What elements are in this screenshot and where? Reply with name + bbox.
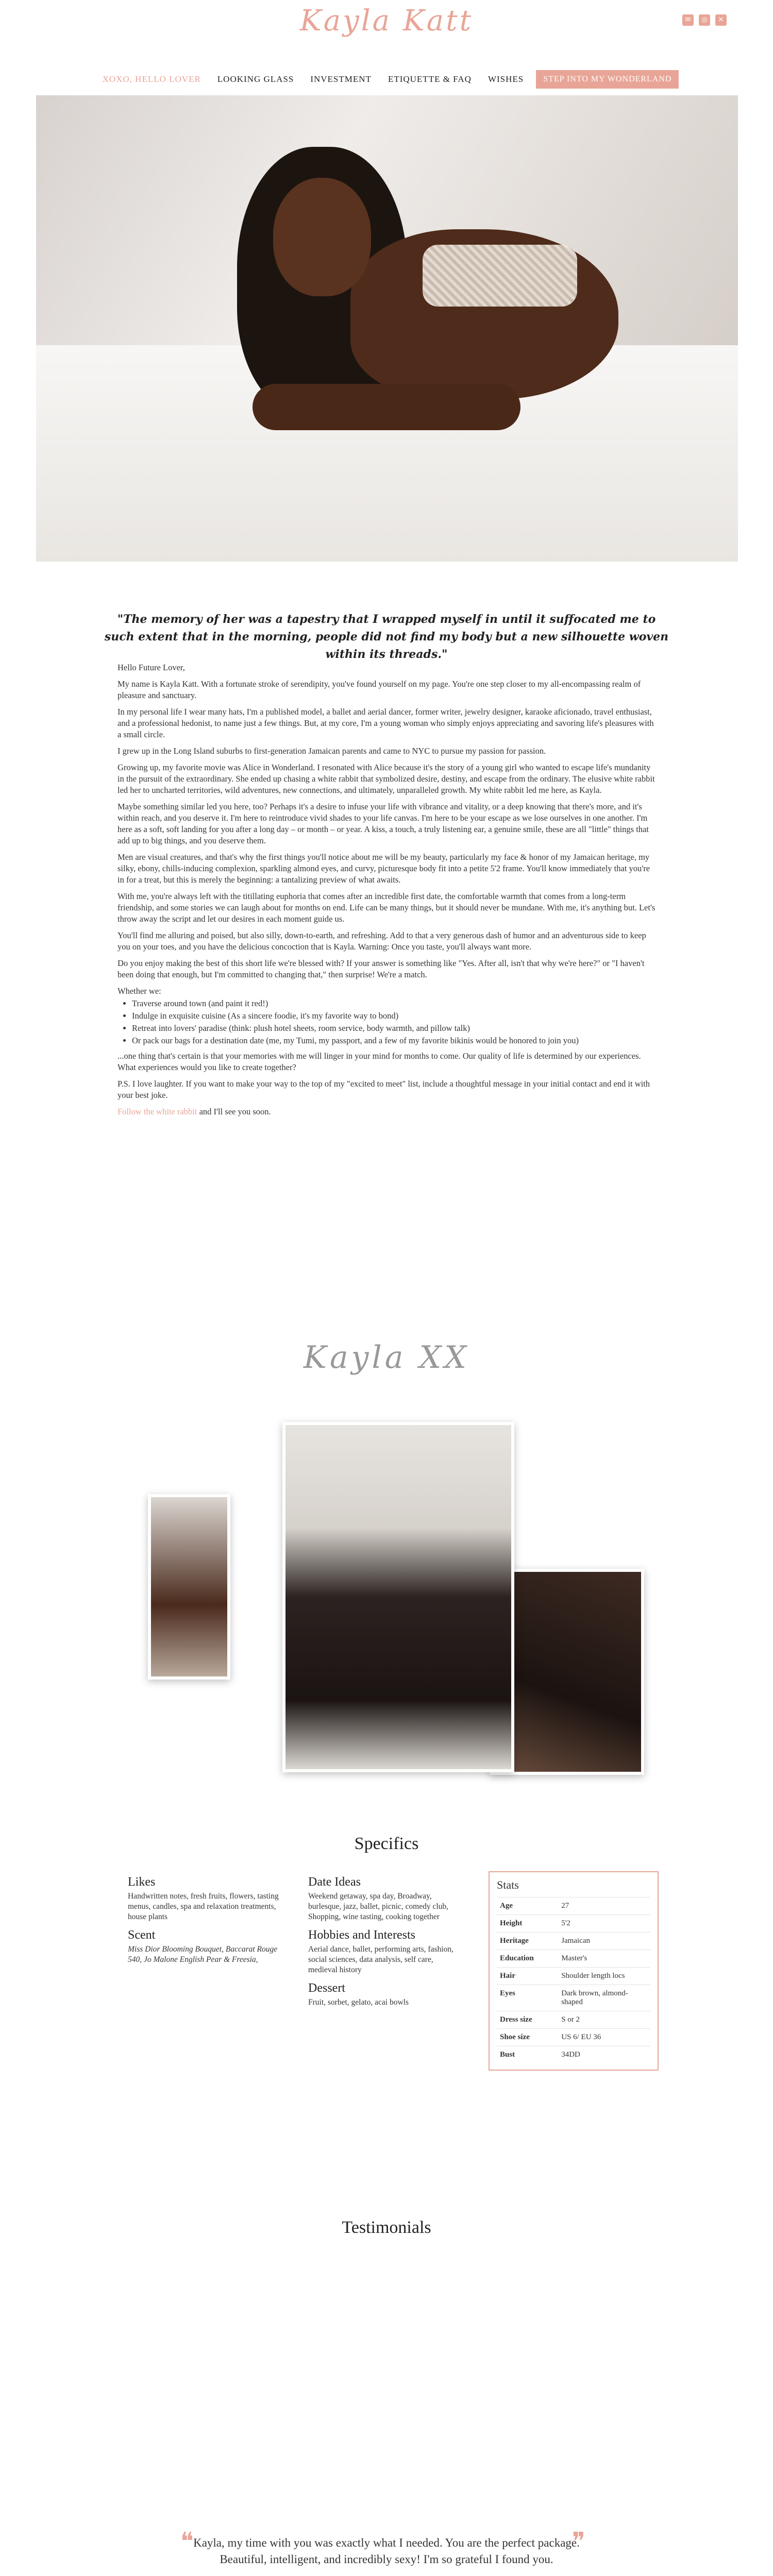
likes-text: Handwritten notes, fresh fruits, flowers, tasting menus, candles, spa and relaxation treatments, house plants <box>128 1892 279 1921</box>
hero-lace <box>423 245 577 307</box>
nav-item-hello-lover[interactable]: XOXO, HELLO LOVER <box>102 74 201 84</box>
stat-value: Master's <box>558 1950 650 1968</box>
stat-key: Dress size <box>497 2011 558 2029</box>
list-item: • Traverse around town (and paint it red!) <box>132 998 659 1009</box>
nav-item-investment[interactable]: INVESTMENT <box>310 74 372 84</box>
stat-value: US 6/ EU 36 <box>558 2029 650 2046</box>
email-icon[interactable]: ✉ <box>682 14 694 26</box>
activity-list <box>132 998 659 1046</box>
table-row <box>497 2029 650 2046</box>
follow-line <box>117 1106 659 1117</box>
stat-key: Shoe size <box>497 2029 558 2046</box>
table-row <box>497 1968 650 1985</box>
date-ideas-text: Weekend getaway, spa day, Broadway, burlesque, jazz, ballet, picnic, comedy club, Shopping, wine tasting, cooking together <box>308 1892 449 1921</box>
table-row <box>497 2046 650 2064</box>
follow-suffix: and I'll see you soon. <box>197 1107 271 1116</box>
follow-rabbit-link[interactable]: Follow the white rabbit <box>117 1107 197 1116</box>
letter-paragraph: P.S. I love laughter. If you want to make your way to the top of my "excited to meet" list, include a thoughtful message in your initial contact and end it with your best joke. <box>117 1079 650 1100</box>
header-social <box>682 14 727 26</box>
dessert-label: Dessert <box>308 1981 345 1995</box>
gallery-photo-center <box>282 1422 514 1772</box>
site-logo[interactable]: Kayla Katt <box>299 4 474 38</box>
table-row <box>497 1985 650 2011</box>
x-twitter-icon[interactable]: ✕ <box>715 14 727 26</box>
stat-value: 34DD <box>558 2046 650 2064</box>
scent-label: Scent <box>128 1928 156 1942</box>
table-row <box>497 1915 650 1933</box>
table-row <box>497 1897 650 1915</box>
likes-label: Likes <box>128 1875 156 1889</box>
hero-model <box>237 116 629 487</box>
stat-value: Shoulder length locs <box>558 1968 650 1985</box>
list-item: • Or pack our bags for a destination date (me, my Tumi, my passport, and a few of my favorite bikinis would be honored to join you) <box>132 1035 659 1046</box>
stat-value: Dark brown, almond-shaped <box>558 1985 650 2011</box>
letter-paragraph: In my personal life I wear many hats, I'm a published model, a ballet and aerial dancer, former writer, jewelry designer, karaoke aficionado, travel enthusiast, and a professional hedonist, to name just a few things. But, at my core, I'm a young woman who simply enjoys appreciating and savoring life's pleasures with a small circle. <box>117 707 654 739</box>
signature: Kayla XX <box>304 1340 469 1376</box>
list-item: • Indulge in exquisite cuisine (As a sincere foodie, it's my favorite way to bond) <box>132 1010 659 1022</box>
list-item: • Retreat into lovers' paradise (think: plush hotel sheets, room service, body warmth, and pillow talk) <box>132 1023 659 1034</box>
hobbies-label: Hobbies and Interests <box>308 1928 415 1942</box>
testimonial-quote: Kayla, my time with you was exactly what I needed. You are the perfect package. Beautiful, intelligent, and incredibly sexy! I'm so grateful I found you. <box>193 2536 580 2566</box>
instagram-icon[interactable]: ◎ <box>699 14 710 26</box>
table-row <box>497 1950 650 1968</box>
stats-card <box>489 1871 659 2071</box>
nav-item-wishes[interactable]: WISHES <box>488 74 524 84</box>
letter-paragraph: My name is Kayla Katt. With a fortunate stroke of serendipity, you've found yourself on my page. You're one step closer to my all-encompassing realm of pleasure and sanctuary. <box>117 679 641 700</box>
hero-photo <box>36 95 738 562</box>
stat-key: Hair <box>497 1968 558 1985</box>
intro-letter <box>117 662 659 1123</box>
table-row <box>497 1933 650 1950</box>
scent-text: Miss Dior Blooming Bouquet, Baccarat Rouge 540, Jo Malone English Pear & Freesia, <box>128 1945 278 1964</box>
letter-paragraph: Do you enjoy making the best of this short life we're blessed with? If your answer is something like "Yes. After all, isn't that why we're here?" or "I haven't been doing that enough, but I'm committed to changing that," then surprise! We're a match. <box>117 958 645 979</box>
stat-key: Age <box>497 1897 558 1915</box>
letter-paragraph: Hello Future Lover, <box>117 663 185 672</box>
stat-value: 5'2 <box>558 1915 650 1933</box>
dessert-text: Fruit, sorbet, gelato, acai bowls <box>308 1998 409 2007</box>
nav-item-looking-glass[interactable]: LOOKING GLASS <box>217 74 294 84</box>
letter-paragraph: ...one thing that's certain is that your memories with me will linger in your mind for months to come. Our quality of life is determined by our experiences. What experiences would you like to create together? <box>117 1051 641 1072</box>
hobbies-text: Aerial dance, ballet, performing arts, fashion, social sciences, data analysis, self care, medieval history <box>308 1945 453 1974</box>
stat-key: Eyes <box>497 1985 558 2011</box>
letter-paragraph: Men are visual creatures, and that's why the first things you'll notice about me will be my beauty, particularly my face & honor of my Jamaican heritage, my silky, ebony, chills-inducing complexion, sparkling almond eyes, and curvy, picturesque body fit into a petite 5'2 frame. You'll know immediately that you're in for a treat, but this is merely the beginning: a tantalizing preview of what awaits. <box>117 852 650 885</box>
specifics-col-2 <box>308 1875 463 2014</box>
stat-key: Education <box>497 1950 558 1968</box>
hero-face <box>273 178 371 296</box>
letter-paragraph: You'll find me alluring and poised, but also silly, down-to-earth, and refreshing. Add to that a very generous dash of humor and an adventurous side to keep you on your toes, and you have the delicious concoction that is Kayla. Warning: Once you taste, you'll always want more. <box>117 930 646 952</box>
quote-open-icon: ❝ <box>180 2527 194 2556</box>
stat-key: Heritage <box>497 1933 558 1950</box>
stat-key: Bust <box>497 2046 558 2064</box>
specifics-section <box>128 1875 659 2164</box>
stats-label: Stats <box>497 1878 519 1891</box>
specifics-title: Specifics <box>354 1834 419 1853</box>
letter-paragraph: Maybe something similar led you here, too? Perhaps it's a desire to infuse your life with vibrance and vitality, or a deep knowing that there's more, and it's within reach, and you deserve it. I'm here to reintroduce vivid shades to your life canvas. I'm here to be your escape as we lose ourselves in one another. I'm here as a soft, soft landing for you after a long day – or month – or year. A kiss, a touch, a truly listening ear, a genuine smile, these are all "little" things that add up to big things, and you deserve them. <box>117 802 649 845</box>
gallery-photo-left <box>148 1494 230 1680</box>
stat-key: Height <box>497 1915 558 1933</box>
letter-paragraph: With me, you're always left with the titillating euphoria that comes after an incredible first date, the comfortable warmth that comes from a long-term friendship, and some stories we can laugh about for months on end. Life can be many things, but it should never be mundane. With me, it's anything but. Let's throw away the script and let our desires in each moment guide us. <box>117 891 656 924</box>
stat-value: S or 2 <box>558 2011 650 2029</box>
nav-cta-wonderland[interactable]: STEP INTO MY WONDERLAND <box>536 70 679 89</box>
quote-close-icon: ❞ <box>572 2527 585 2556</box>
stats-table <box>497 1897 650 2063</box>
letter-paragraph: Growing up, my favorite movie was Alice in Wonderland. I resonated with Alice because it's the story of a young girl who wanted to escape life's mundanity in the pursuit of the extraordinary. She ended up chasing a white rabbit that symbolized desire, destiny, and escape from the ordinary. The elusive white rabbit led her to uncharted territories, wild adventures, new connections, and ultimately, unparalleled growth. My white rabbit led me here, as Kayla. <box>117 762 655 795</box>
testimonials-title: Testimonials <box>342 2218 431 2237</box>
main-nav <box>0 70 773 89</box>
table-row <box>497 2011 650 2029</box>
letter-paragraph: Whether we: <box>117 986 161 996</box>
stat-value: Jamaican <box>558 1933 650 1950</box>
specifics-col-1 <box>128 1875 282 1971</box>
stat-value: 27 <box>558 1897 650 1915</box>
intro-quote: "The memory of her was a tapestry that I wrapped myself in until it suffocated me to such extent that in the morning, people did not find my body but a new silhouette woven within its threads." <box>104 613 669 661</box>
date-ideas-label: Date Ideas <box>308 1875 361 1889</box>
hero-arm <box>253 384 520 430</box>
nav-item-etiquette-faq[interactable]: ETIQUETTE & FAQ <box>388 74 472 84</box>
letter-paragraph: I grew up in the Long Island suburbs to first-generation Jamaican parents and came to NYC to pursue my passion for passion. <box>117 746 546 756</box>
header <box>0 0 773 57</box>
